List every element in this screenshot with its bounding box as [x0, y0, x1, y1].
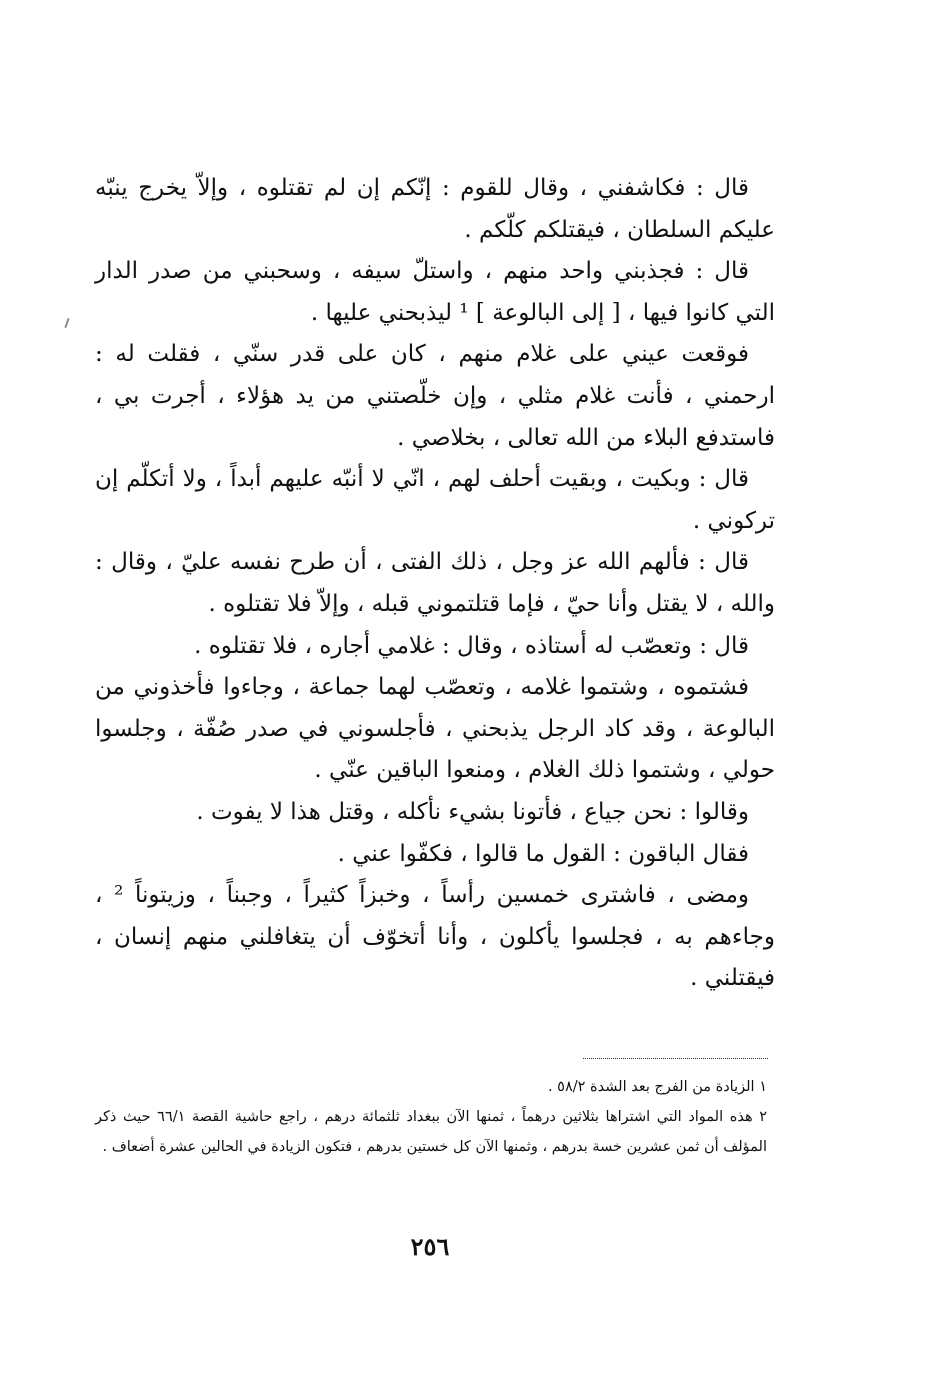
paragraph: قال : فألهم الله عز وجل ، ذلك الفتى ، أن طرح نفسه عليّ ، وقال : والله ، لا يقتل وأنا حيّ ، فإما قتلتموني قبله ، وإلاّ فلا تقتلوه . — [95, 549, 775, 617]
footnotes — [95, 1072, 767, 1162]
footnote: ١ الزيادة من الفرج بعد الشدة ٥٨/٢ . — [547, 1079, 767, 1095]
paragraph: قال : وتعصّب له أستاذه ، وقال : غلامي أجاره ، فلا تقتلوه . — [194, 632, 749, 659]
paragraph: فشتموه ، وشتموا غلامه ، وتعصّب لهما جماعة ، وجاءوا فأخذوني من البالوعة ، وقد كاد الرجل يذبحني ، فأجلسوني في صدر صُفّة ، وجلسوا حولي ، وشتموا ذلك الغلام ، ومنعوا الباقين عنّي . — [95, 674, 775, 784]
main-text — [95, 168, 775, 1000]
paragraph: قال : فكاشفني ، وقال للقوم : إنّكم إن لم تقتلوه ، وإلاّ يخرج ينبّه عليكم السلطان ، فيقتلكم كلّكم . — [95, 175, 775, 243]
paragraph: وقالوا : نحن جياع ، فأتونا بشيء نأكله ، وقتل هذا لا يفوت . — [196, 798, 749, 825]
paragraph: قال : وبكيت ، وبقيت أحلف لهم ، انّي لا أنبّه عليهم أبداً ، ولا أتكلّم إن تركوني . — [95, 466, 775, 534]
paragraph: فقال الباقون : القول ما قالوا ، فكفّوا عني . — [337, 840, 749, 867]
footnote-separator — [583, 1058, 768, 1059]
paragraph: ومضى ، فاشترى خمسين رأساً ، وخبزاً كثيراً ، وجبناً ، وزيتوناً ² ، وجاءهم به ، فجلسوا يأكلون ، وأنا أتخوّف أن يتغافلني منهم إنسان ، فيقتلني . — [95, 882, 775, 992]
paragraph: قال : فجذبني واحد منهم ، واستلّ سيفه ، وسحبني من صدر الدار التي كانوا فيها ، [ إلى البالوعة ] ¹ ليذبحني عليها . — [95, 258, 775, 326]
margin-mark — [64, 318, 69, 328]
paragraph: فوقعت عيني على غلام منهم ، كان على قدر سنّي ، فقلت له : ارحمني ، فأنت غلام مثلي ، وإن خلّصتني من يد هؤلاء ، أجرت بي ، فاستدفع البلاء من الله تعالى ، بخلاصي . — [95, 341, 775, 451]
page-number: ٢٥٦ — [410, 1232, 450, 1261]
footnote: ٢ هذه المواد التي اشتراها بثلاثين درهماً ، ثمنها الآن ببغداد ثلثمائة درهم ، راجع حاشية القصة ٦٦/١ حيث ذكر المؤلف أن ثمن عشرين خسة بدرهم ، وثمنها الآن كل خستين بدرهم ، فتكون الزيادة في الحالين عشرة أضعاف . — [95, 1109, 767, 1155]
